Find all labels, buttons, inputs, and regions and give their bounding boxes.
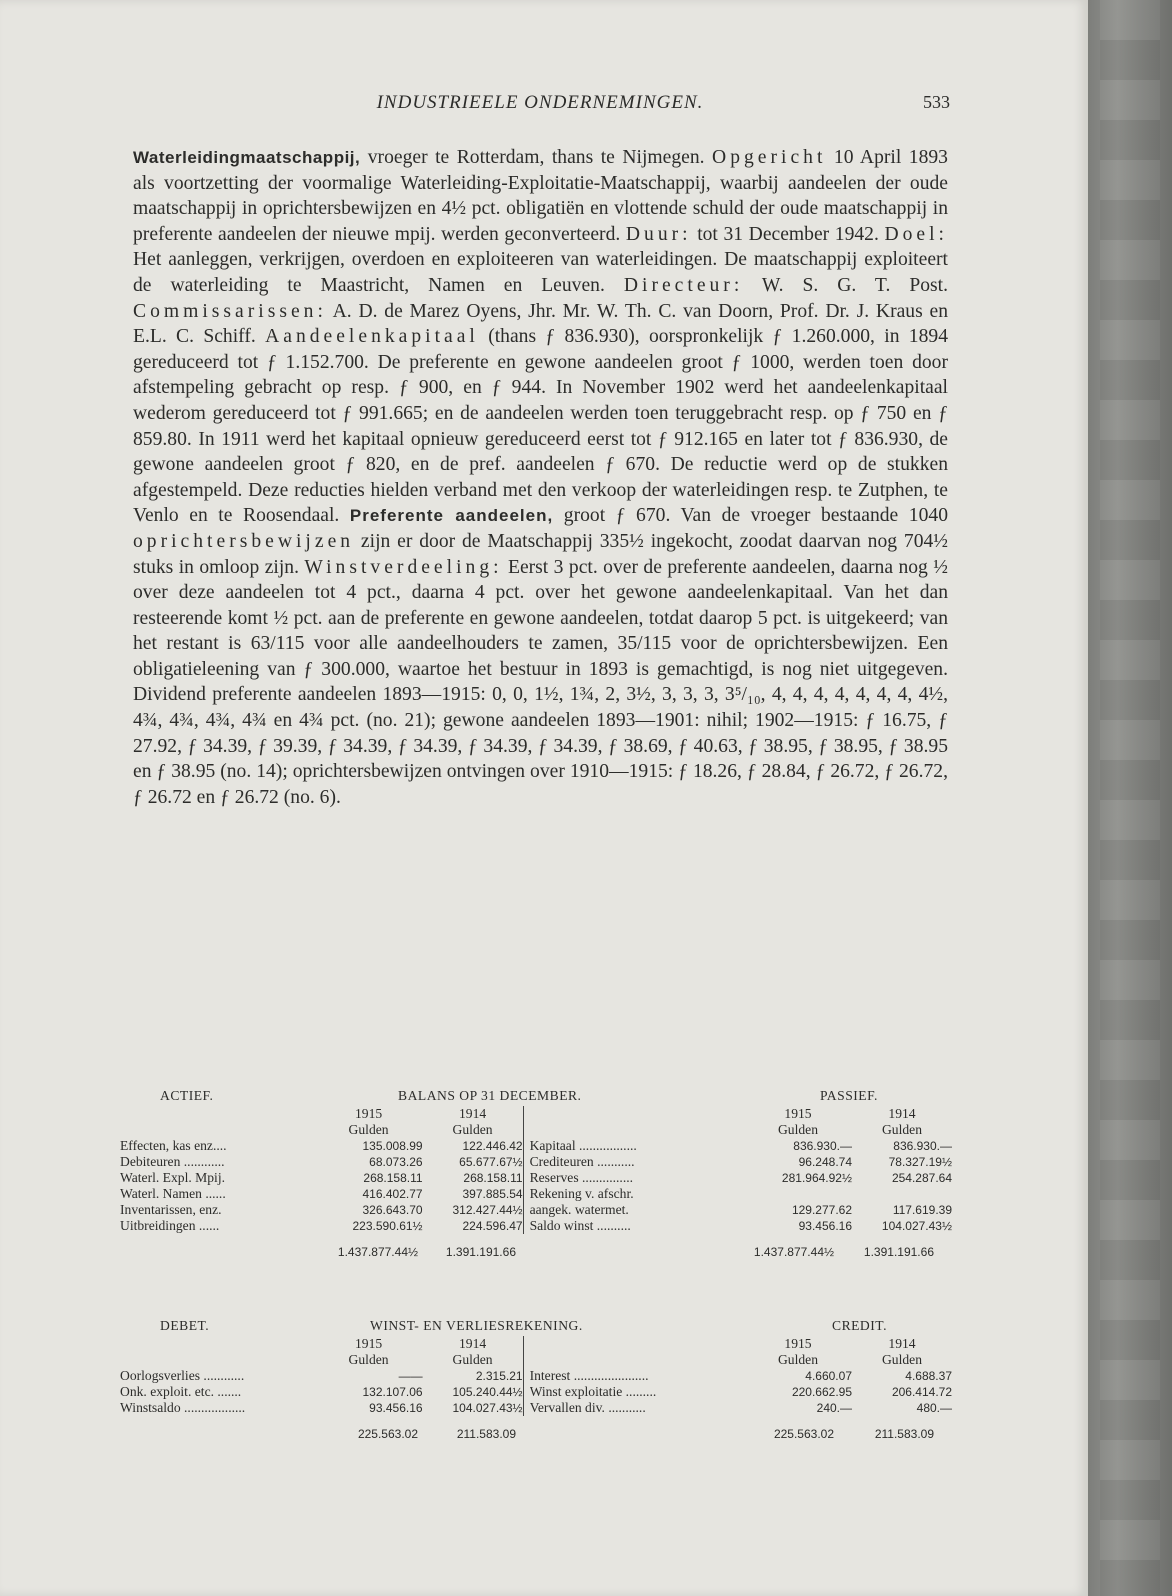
label-oprichtersbewijzen: oprichtersbewijzen <box>133 530 355 552</box>
year-1915: 1915 <box>354 1106 383 1121</box>
total-actief-1915: 1.437.877.44½ <box>337 1245 418 1259</box>
row-label: Onk. exploit. etc. ....... <box>120 1384 242 1399</box>
table-row <box>120 1154 523 1170</box>
table-row <box>530 1186 952 1202</box>
total-passief-1915: 1.437.877.44½ <box>753 1245 834 1259</box>
value-1914: 65.677.67½ <box>459 1155 523 1169</box>
value-1915: 135.008.99 <box>362 1139 423 1153</box>
text-run: A. D. de Marez Oyens, Jhr. Mr. W. Th. C. van Doorn, Prof. Dr. J. Kraus en E.L. C. Schiff. <box>133 300 948 348</box>
credit-rows <box>530 1368 952 1416</box>
value-1914: 206.414.72 <box>891 1385 952 1399</box>
unit-header-row <box>120 1122 523 1138</box>
credit-column <box>524 1336 952 1416</box>
table-row <box>530 1368 952 1384</box>
debet-title: DEBET. <box>160 1318 210 1333</box>
text-run: zijn er door de Maatschappij 335½ ingekocht, zoodat daarvan nog 704½ stuks in omloop zijn. <box>133 530 948 578</box>
unit-label: Gulden <box>452 1122 493 1137</box>
value-1914: 480.— <box>916 1401 952 1415</box>
table-row <box>530 1202 952 1218</box>
value-1914: 104.027.43½ <box>881 1219 952 1233</box>
value-1914: 122.446.42 <box>462 1139 523 1153</box>
row-label: Crediteuren ........... <box>529 1154 635 1169</box>
table-row <box>120 1218 523 1234</box>
balance-title: BALANS OP 31 DECEMBER. <box>398 1088 582 1103</box>
value-1914: 4.688.37 <box>905 1369 952 1383</box>
row-label: Reserves ............... <box>529 1170 634 1185</box>
year-1915: 1915 <box>784 1336 812 1351</box>
balance-sheet <box>120 1088 952 1260</box>
value-1915: 129.277.62 <box>791 1203 852 1217</box>
text-run: 10 April 1893 als voortzetting der voormalige Waterleiding-Exploitatie-Maatschappij, waarbij aandeelen der oude maatschappij in oprichtersbewijzen en 4½ pct. obligatiën en vlottende schuld der oude maatschappij in preferente aandeelen der nieuwe mpij. werden geconverteerd. <box>133 147 948 245</box>
value-1914: 268.158.11 <box>463 1171 523 1185</box>
value-1915: 93.456.16 <box>369 1401 423 1415</box>
pl-title-row <box>120 1318 952 1336</box>
year-header-row <box>530 1336 952 1352</box>
running-title: INDUSTRIEELE ONDERNEMINGEN. <box>376 92 704 113</box>
value-1914: 117.619.39 <box>892 1203 952 1217</box>
row-label: Winst exploitatie ......... <box>529 1384 657 1399</box>
row-label: Interest ...................... <box>529 1368 649 1383</box>
value-1915: 281.964.92½ <box>781 1171 852 1185</box>
profit-loss-account <box>120 1318 952 1442</box>
entry-paragraph <box>133 145 948 810</box>
label-aandeelenkapitaal: Aandeelenkapitaal <box>265 326 479 348</box>
year-1915: 1915 <box>784 1106 812 1121</box>
value-1915: 68.073.26 <box>369 1155 423 1169</box>
row-label: Kapitaal ................. <box>529 1138 637 1153</box>
row-label: Oorlogsverlies ............ <box>120 1368 245 1383</box>
pl-totals <box>120 1426 952 1442</box>
table-row <box>120 1384 523 1400</box>
label-directeur: Directeur: <box>623 274 744 296</box>
credit-title: CREDIT. <box>832 1318 887 1333</box>
unit-label: Gulden <box>452 1352 493 1367</box>
balance-actief-column <box>120 1106 524 1234</box>
unit-label: Gulden <box>881 1352 923 1367</box>
year-1914: 1914 <box>888 1336 916 1351</box>
unit-header-row <box>120 1352 523 1368</box>
value-1915: 93.456.16 <box>798 1219 852 1233</box>
row-label: Waterl. Expl. Mpij. <box>120 1170 225 1185</box>
total-debet-1914: 211.583.09 <box>456 1427 516 1441</box>
year-1914: 1914 <box>458 1106 487 1121</box>
value-1914: 312.427.44½ <box>452 1203 523 1217</box>
label-opgericht: Opgericht <box>712 147 827 168</box>
row-label: Rekening v. afschr. <box>529 1186 634 1201</box>
value-1914: 105.240.44½ <box>452 1385 523 1399</box>
value-1915: 240.— <box>816 1401 852 1415</box>
year-1914: 1914 <box>458 1336 487 1351</box>
year-1915: 1915 <box>354 1336 383 1351</box>
value-1915: 326.643.70 <box>362 1203 423 1217</box>
unit-header-row <box>530 1122 952 1138</box>
table-row <box>120 1202 523 1218</box>
table-row <box>120 1138 523 1154</box>
balance-title-row <box>120 1088 952 1106</box>
table-row <box>120 1170 523 1186</box>
label-winstverdeeling: Winstverdeeling: <box>304 556 503 578</box>
debet-rows <box>120 1368 523 1416</box>
total-credit-1915: 225.563.02 <box>773 1427 834 1441</box>
unit-label: Gulden <box>348 1352 389 1367</box>
entry-text <box>133 145 948 810</box>
row-label: Effecten, kas enz.... <box>120 1138 227 1153</box>
text-run: groot ƒ 670. Van de vroeger bestaande 1040 <box>553 505 948 527</box>
value-1915: 223.590.61½ <box>352 1219 423 1233</box>
unit-label: Gulden <box>881 1122 923 1137</box>
balance-totals <box>120 1244 952 1260</box>
value-1914: 78.327.19½ <box>888 1155 952 1169</box>
value-1915: 220.662.95 <box>791 1385 852 1399</box>
row-label: Uitbreidingen ...... <box>120 1218 220 1233</box>
value-1915: 4.660.07 <box>805 1369 852 1383</box>
balance-passief-column <box>524 1106 952 1234</box>
total-credit-1914: 211.583.09 <box>874 1427 934 1441</box>
table-row <box>530 1384 952 1400</box>
label-commissarissen: Commissarissen: <box>133 300 327 322</box>
table-row <box>120 1368 523 1384</box>
balance-grid <box>120 1106 952 1234</box>
value-1915: 132.107.06 <box>362 1385 423 1399</box>
value-1915: 836.930.— <box>793 1139 852 1153</box>
year-header-row <box>120 1336 523 1352</box>
table-row <box>530 1218 952 1234</box>
spine-texture <box>1100 0 1160 1596</box>
value-1915: 416.402.77 <box>362 1187 423 1201</box>
table-row <box>530 1154 952 1170</box>
unit-label: Gulden <box>777 1122 819 1137</box>
table-row <box>530 1170 952 1186</box>
company-name: Waterleidingmaatschappij, <box>133 148 361 167</box>
label-doel: Doel: <box>884 223 948 245</box>
table-row <box>530 1138 952 1154</box>
row-label: Winstsaldo .................. <box>120 1400 246 1415</box>
row-label: aangek. watermet. <box>529 1202 629 1217</box>
value-1914: 2.315.21 <box>475 1369 523 1383</box>
value-1914: 836.930.— <box>893 1139 952 1153</box>
actief-rows <box>120 1138 523 1234</box>
row-label: Debiteuren ............ <box>120 1154 225 1169</box>
total-passief-1914: 1.391.191.66 <box>863 1245 934 1259</box>
row-label: Vervallen div. ........... <box>529 1400 646 1415</box>
text-run: vroeger te Rotterdam, thans te Nijmegen. <box>360 147 713 168</box>
text-run: Eerst 3 pct. over de preferente aandeelen, daarna nog ½ over deze aandeelen tot 4 pct., daarna 4 pct. over het gewone aandeelenkapitaal. Van het dan resteerende komt ½ pct. aan de preferente en gewone aandeelen, totdat daarop 5 pct. is uitgekeerd; van het restant is 63/115 voor alle aandeelhouders te zamen, 35/115 voor de oprichtersbewijzen. Een obligatieleening van ƒ 300.000, waartoe het bestuur in 1893 is gemachtigd, is nog niet uitgegeven. Dividend preferente aandeelen 1893—1915: 0, 0, 1½, 1¾, 2, 3½, 3, 3, 3, 3⁵/₁₀, 4, 4, 4, 4, 4, 4, 4, 4½, 4¾, 4¾, 4¾, 4¾ en 4¾ pct. (no. 21); gewone aandeelen 1893—1901: nihil; 1902—1915: ƒ 16.75, ƒ 27.92, ƒ 34.39, ƒ 39.39, ƒ 34.39, ƒ 34.39, ƒ 34.39, ƒ 34.39, ƒ 38.69, ƒ 40.63, ƒ 38.95, ƒ 38.95, ƒ 38.95 en ƒ 38.95 (no. 14); oprichtersbewijzen ontvingen over 1910—1915: ƒ 18.26, ƒ 28.84, ƒ 26.72, ƒ 26.72, ƒ 26.72 en ƒ 26.72 (no. 6). <box>133 556 948 808</box>
value-1914: 224.596.47 <box>462 1219 523 1233</box>
label-duur: Duur: <box>625 223 692 245</box>
value-1914: 254.287.64 <box>891 1171 952 1185</box>
passief-rows <box>530 1138 952 1234</box>
value-1914: 104.027.43½ <box>452 1401 523 1415</box>
year-1914: 1914 <box>888 1106 916 1121</box>
page-header <box>130 92 950 116</box>
text-run: (thans ƒ 836.930), oorspronkelijk ƒ 1.260.000, in 1894 gereduceerd tot ƒ 1.152.700. De preferente en gewone aandeelen groot ƒ 1000, werden toen door afstempeling gebracht op resp. ƒ 900, en ƒ 944. In November 1902 werd het aandeelenkapitaal wederom gereduceerd tot ƒ 991.665; en de aandeelen werden toen teruggebracht resp. op ƒ 750 en ƒ 859.80. In 1911 werd het kapitaal opnieuw gereduceerd eerst tot ƒ 912.165 en later tot ƒ 836.930, de gewone aandeelen groot ƒ 820, en de pref. aandeelen ƒ 670. De reductie werd op de stukken afgestempeld. Deze reducties hielden verband met den verkoop der waterleidingen resp. te Zutphen, te Venlo en te Roosendaal. <box>133 326 948 527</box>
text-run: tot 31 December 1942. <box>691 223 885 245</box>
text-run: Het aanleggen, verkrijgen, overdoen en exploiteeren van waterleidingen. De maatschappij exploiteert de waterleiding te Maastricht, Namen en Leuven. <box>133 249 948 296</box>
year-header-row <box>120 1106 523 1122</box>
unit-header-row <box>530 1352 952 1368</box>
table-row <box>530 1400 952 1416</box>
pl-title: WINST- EN VERLIESREKENING. <box>370 1318 583 1333</box>
debet-column <box>120 1336 524 1416</box>
row-label: Inventarissen, enz. <box>120 1202 222 1217</box>
pl-grid <box>120 1336 952 1416</box>
value-1915: 96.248.74 <box>798 1155 852 1169</box>
page-number: 533 <box>923 92 950 112</box>
row-label: Waterl. Namen ...... <box>120 1186 226 1201</box>
row-label: Saldo winst .......... <box>529 1218 631 1233</box>
text-run: W. S. G. T. Post. <box>743 274 948 296</box>
value-1915: 268.158.11 <box>363 1171 423 1185</box>
passief-title: PASSIEF. <box>820 1088 878 1103</box>
value-1915: —— <box>398 1369 423 1383</box>
value-1914: 397.885.54 <box>462 1187 523 1201</box>
total-debet-1915: 225.563.02 <box>357 1427 418 1441</box>
table-row <box>120 1186 523 1202</box>
total-actief-1914: 1.391.191.66 <box>445 1245 516 1259</box>
label-preferente: Preferente aandeelen, <box>349 506 554 526</box>
unit-label: Gulden <box>348 1122 389 1137</box>
unit-label: Gulden <box>777 1352 819 1367</box>
year-header-row <box>530 1106 952 1122</box>
actief-title: ACTIEF. <box>160 1088 214 1103</box>
table-row <box>120 1400 523 1416</box>
